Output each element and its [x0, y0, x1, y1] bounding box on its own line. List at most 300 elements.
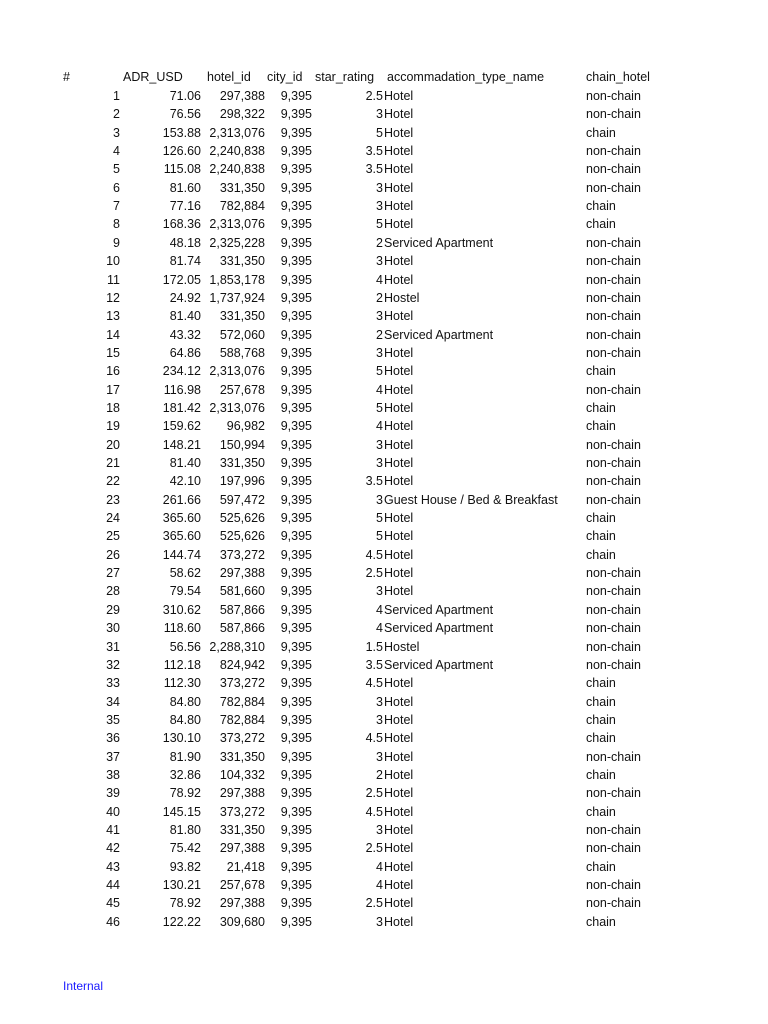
cell-adr-usd: 81.40 — [169, 456, 201, 470]
cell-star-rating: 3 — [376, 694, 383, 709]
cell-city-id: 9,395 — [280, 602, 312, 617]
cell-adr-usd: 24.92 — [169, 290, 201, 305]
cell-chain-hotel: non-chain — [586, 345, 641, 360]
cell-chain-hotel: non-chain — [586, 456, 641, 470]
cell-star-rating: 5 — [376, 511, 383, 526]
cell-star-rating: 3.5 — [365, 144, 383, 159]
cell-adr-usd: 153.88 — [162, 125, 201, 140]
cell-hotel-id: 525,626 — [219, 511, 265, 526]
cell-chain-hotel: non-chain — [586, 89, 641, 103]
cell-chain-hotel: non-chain — [586, 382, 641, 397]
cell-city-id: 9,395 — [280, 712, 312, 727]
cell-adr-usd: 122.22 — [162, 914, 201, 929]
cell-adr-usd: 75.42 — [169, 841, 201, 856]
cell-accommodation-type: Hotel — [384, 712, 414, 727]
cell-hotel-id: 2,313,076 — [209, 400, 265, 415]
cell-accommodation-type: Serviced Apartment — [384, 621, 494, 636]
cell-adr-usd: 126.60 — [162, 144, 201, 159]
cell-hotel-id: 297,388 — [219, 89, 265, 103]
cell-adr-usd: 71.06 — [169, 89, 201, 103]
cell-hotel-id: 331,350 — [219, 456, 265, 470]
cell-chain-hotel: chain — [586, 419, 616, 434]
cell-star-rating: 3.5 — [365, 162, 383, 177]
cell-star-rating: 4.5 — [365, 676, 383, 691]
cell-star-rating: 3 — [376, 345, 383, 360]
cell-chain-hotel: chain — [586, 364, 616, 379]
cell-city-id: 9,395 — [280, 309, 312, 324]
cell-chain-hotel: chain — [586, 125, 616, 140]
cell-star-rating: 4 — [376, 859, 383, 874]
cell-star-rating: 2 — [376, 235, 383, 250]
cell-star-rating: 3 — [376, 199, 383, 214]
cell-city-id: 9,395 — [280, 492, 312, 507]
cell-city-id: 9,395 — [280, 437, 312, 452]
header-star-rating: star_rating — [315, 70, 375, 84]
cell-star-rating: 2.5 — [365, 841, 383, 856]
cell-city-id: 9,395 — [280, 345, 312, 360]
cell-city-id: 9,395 — [280, 456, 312, 470]
cell-adr-usd: 43.32 — [169, 327, 201, 342]
cell-index: 41 — [106, 823, 120, 837]
cell-accommodation-type: Hotel — [384, 823, 414, 837]
cell-adr-usd: 77.16 — [169, 199, 201, 214]
cell-hotel-id: 309,680 — [219, 914, 265, 929]
cell-star-rating: 5 — [376, 217, 383, 232]
cell-chain-hotel: non-chain — [586, 180, 641, 195]
cell-index: 39 — [106, 786, 120, 801]
header-accommodation-type: accommadation_type_name — [387, 70, 545, 84]
cell-city-id: 9,395 — [280, 767, 312, 782]
cell-adr-usd: 56.56 — [169, 639, 201, 654]
cell-city-id: 9,395 — [280, 694, 312, 709]
cell-hotel-id: 572,060 — [219, 327, 265, 342]
cell-city-id: 9,395 — [280, 547, 312, 562]
cell-city-id: 9,395 — [280, 400, 312, 415]
cell-index: 43 — [106, 859, 120, 874]
cell-adr-usd: 42.10 — [169, 474, 201, 489]
cell-accommodation-type: Hotel — [384, 272, 414, 287]
cell-accommodation-type: Hotel — [384, 419, 414, 434]
cell-accommodation-type: Hotel — [384, 859, 414, 874]
header-index: # — [63, 70, 70, 84]
cell-adr-usd: 81.80 — [169, 823, 201, 837]
cell-index: 28 — [106, 584, 120, 599]
cell-hotel-id: 525,626 — [219, 529, 265, 544]
cell-city-id: 9,395 — [280, 804, 312, 819]
cell-star-rating: 2.5 — [365, 89, 383, 103]
cell-adr-usd: 144.74 — [162, 547, 201, 562]
cell-chain-hotel: non-chain — [586, 878, 641, 893]
cell-index: 19 — [106, 419, 120, 434]
cell-hotel-id: 257,678 — [219, 382, 265, 397]
cell-index: 9 — [113, 235, 120, 250]
cell-hotel-id: 373,272 — [219, 676, 265, 691]
cell-city-id: 9,395 — [280, 859, 312, 874]
cell-accommodation-type: Hotel — [384, 382, 414, 397]
cell-chain-hotel: non-chain — [586, 584, 641, 599]
cell-index: 40 — [106, 804, 120, 819]
cell-index: 17 — [106, 382, 120, 397]
cell-star-rating: 3 — [376, 456, 383, 470]
cell-hotel-id: 2,313,076 — [209, 364, 265, 379]
cell-chain-hotel: non-chain — [586, 162, 641, 177]
cell-index: 12 — [106, 290, 120, 305]
cell-chain-hotel: non-chain — [586, 657, 641, 672]
cell-star-rating: 3 — [376, 584, 383, 599]
cell-accommodation-type: Hotel — [384, 676, 414, 691]
cell-city-id: 9,395 — [280, 511, 312, 526]
cell-city-id: 9,395 — [280, 144, 312, 159]
cell-chain-hotel: chain — [586, 767, 616, 782]
cell-city-id: 9,395 — [280, 162, 312, 177]
cell-index: 16 — [106, 364, 120, 379]
cell-hotel-id: 331,350 — [219, 309, 265, 324]
cell-accommodation-type: Hotel — [384, 749, 414, 764]
cell-adr-usd: 118.60 — [163, 621, 201, 636]
cell-star-rating: 3 — [376, 492, 383, 507]
cell-index: 35 — [106, 712, 120, 727]
cell-adr-usd: 64.86 — [169, 345, 201, 360]
cell-index: 46 — [106, 914, 120, 929]
cell-index: 38 — [106, 767, 120, 782]
cell-star-rating: 3 — [376, 180, 383, 195]
cell-star-rating: 3 — [376, 749, 383, 764]
cell-hotel-id: 782,884 — [219, 199, 265, 214]
cell-hotel-id: 331,350 — [219, 254, 265, 269]
cell-index: 31 — [106, 639, 120, 654]
cell-city-id: 9,395 — [280, 731, 312, 746]
cell-star-rating: 4.5 — [365, 804, 383, 819]
cell-adr-usd: 84.80 — [169, 712, 201, 727]
cell-city-id: 9,395 — [280, 217, 312, 232]
cell-accommodation-type: Hotel — [384, 804, 414, 819]
cell-chain-hotel: chain — [586, 712, 616, 727]
cell-city-id: 9,395 — [280, 639, 312, 654]
cell-hotel-id: 588,768 — [219, 345, 265, 360]
cell-star-rating: 3 — [376, 309, 383, 324]
cell-accommodation-type: Serviced Apartment — [384, 602, 494, 617]
cell-adr-usd: 159.62 — [162, 419, 201, 434]
cell-chain-hotel: chain — [586, 547, 616, 562]
cell-chain-hotel: non-chain — [586, 639, 641, 654]
header-hotel-id: hotel_id — [207, 70, 251, 84]
cell-accommodation-type: Hotel — [384, 162, 414, 177]
cell-chain-hotel: non-chain — [586, 144, 641, 159]
cell-adr-usd: 116.98 — [163, 382, 201, 397]
cell-star-rating: 5 — [376, 364, 383, 379]
cell-city-id: 9,395 — [280, 786, 312, 801]
cell-accommodation-type: Hotel — [384, 217, 414, 232]
cell-accommodation-type: Hotel — [384, 345, 414, 360]
cell-city-id: 9,395 — [280, 180, 312, 195]
cell-index: 2 — [113, 107, 120, 122]
cell-accommodation-type: Hotel — [384, 364, 414, 379]
cell-star-rating: 3 — [376, 437, 383, 452]
cell-adr-usd: 168.36 — [162, 217, 201, 232]
cell-accommodation-type: Hotel — [384, 199, 414, 214]
cell-index: 33 — [106, 676, 120, 691]
cell-index: 30 — [106, 621, 120, 636]
cell-hotel-id: 257,678 — [219, 878, 265, 893]
cell-chain-hotel: non-chain — [586, 290, 641, 305]
cell-star-rating: 2.5 — [365, 786, 383, 801]
cell-adr-usd: 79.54 — [169, 584, 201, 599]
cell-adr-usd: 234.12 — [162, 364, 201, 379]
cell-accommodation-type: Hotel — [384, 309, 414, 324]
cell-star-rating: 1.5 — [365, 639, 383, 654]
cell-hotel-id: 297,388 — [219, 566, 265, 581]
cell-star-rating: 4 — [376, 602, 383, 617]
cell-hotel-id: 96,982 — [226, 419, 265, 434]
cell-hotel-id: 587,866 — [219, 602, 265, 617]
cell-index: 11 — [107, 272, 120, 287]
cell-chain-hotel: non-chain — [586, 272, 641, 287]
cell-adr-usd: 130.21 — [162, 878, 201, 893]
cell-hotel-id: 2,313,076 — [209, 125, 265, 140]
cell-city-id: 9,395 — [280, 327, 312, 342]
cell-adr-usd: 32.86 — [169, 767, 201, 782]
cell-index: 10 — [106, 254, 120, 269]
cell-city-id: 9,395 — [280, 272, 312, 287]
cell-hotel-id: 373,272 — [219, 547, 265, 562]
cell-chain-hotel: non-chain — [586, 602, 641, 617]
cell-star-rating: 3 — [376, 712, 383, 727]
cell-hotel-id: 2,240,838 — [209, 144, 265, 159]
cell-index: 44 — [106, 878, 120, 893]
cell-adr-usd: 48.18 — [169, 235, 201, 250]
cell-city-id: 9,395 — [280, 89, 312, 103]
cell-accommodation-type: Hotel — [384, 584, 414, 599]
cell-accommodation-type: Hotel — [384, 694, 414, 709]
cell-index: 7 — [113, 199, 120, 214]
cell-index: 4 — [113, 144, 120, 159]
cell-star-rating: 2 — [376, 290, 383, 305]
cell-chain-hotel: chain — [586, 529, 616, 544]
cell-city-id: 9,395 — [280, 125, 312, 140]
cell-star-rating: 4 — [376, 382, 383, 397]
cell-chain-hotel: non-chain — [586, 621, 641, 636]
cell-chain-hotel: non-chain — [586, 235, 641, 250]
cell-star-rating: 2 — [376, 767, 383, 782]
cell-hotel-id: 373,272 — [219, 731, 265, 746]
cell-accommodation-type: Serviced Apartment — [384, 327, 494, 342]
cell-hotel-id: 1,853,178 — [209, 272, 265, 287]
cell-adr-usd: 112.18 — [163, 657, 201, 672]
cell-star-rating: 3.5 — [365, 657, 383, 672]
cell-index: 6 — [113, 180, 120, 195]
cell-hotel-id: 104,332 — [219, 767, 265, 782]
cell-accommodation-type: Hotel — [384, 180, 414, 195]
header-adr-usd: ADR_USD — [123, 70, 183, 84]
cell-adr-usd: 130.10 — [162, 731, 201, 746]
cell-chain-hotel: chain — [586, 694, 616, 709]
cell-chain-hotel: non-chain — [586, 823, 641, 837]
cell-hotel-id: 597,472 — [219, 492, 265, 507]
cell-hotel-id: 1,737,924 — [209, 290, 265, 305]
cell-index: 15 — [106, 345, 120, 360]
cell-star-rating: 2.5 — [365, 566, 383, 581]
cell-chain-hotel: chain — [586, 199, 616, 214]
cell-accommodation-type: Hotel — [384, 144, 414, 159]
cell-hotel-id: 2,240,838 — [209, 162, 265, 177]
cell-hotel-id: 824,942 — [219, 657, 265, 672]
cell-adr-usd: 81.60 — [169, 180, 201, 195]
cell-adr-usd: 81.74 — [169, 254, 201, 269]
cell-adr-usd: 78.92 — [169, 786, 201, 801]
cell-accommodation-type: Hotel — [384, 400, 414, 415]
cell-index: 37 — [106, 749, 120, 764]
cell-star-rating: 3 — [376, 107, 383, 122]
cell-chain-hotel: chain — [586, 400, 616, 415]
cell-star-rating: 2.5 — [365, 896, 383, 911]
cell-index: 21 — [106, 456, 120, 470]
cell-city-id: 9,395 — [280, 419, 312, 434]
cell-chain-hotel: chain — [586, 859, 616, 874]
cell-index: 42 — [106, 841, 120, 856]
cell-city-id: 9,395 — [280, 657, 312, 672]
cell-city-id: 9,395 — [280, 566, 312, 581]
cell-chain-hotel: non-chain — [586, 492, 641, 507]
cell-adr-usd: 81.40 — [169, 309, 201, 324]
cell-accommodation-type: Hotel — [384, 125, 414, 140]
cell-hotel-id: 782,884 — [219, 694, 265, 709]
cell-accommodation-type: Serviced Apartment — [384, 657, 494, 672]
cell-accommodation-type: Hotel — [384, 841, 414, 856]
cell-index: 1 — [113, 89, 120, 103]
cell-index: 25 — [106, 529, 120, 544]
cell-chain-hotel: non-chain — [586, 327, 641, 342]
cell-star-rating: 3 — [376, 823, 383, 837]
cell-accommodation-type: Hostel — [384, 639, 420, 654]
cell-hotel-id: 2,288,310 — [209, 639, 265, 654]
cell-index: 27 — [106, 566, 120, 581]
cell-hotel-id: 331,350 — [219, 180, 265, 195]
cell-index: 23 — [106, 492, 120, 507]
cell-city-id: 9,395 — [280, 823, 312, 837]
cell-index: 29 — [106, 602, 120, 617]
cell-index: 36 — [106, 731, 120, 746]
cell-hotel-id: 150,994 — [219, 437, 265, 452]
header-city-id: city_id — [267, 70, 303, 84]
cell-chain-hotel: chain — [586, 804, 616, 819]
cell-accommodation-type: Hostel — [384, 290, 420, 305]
cell-chain-hotel: chain — [586, 511, 616, 526]
cell-star-rating: 4 — [376, 419, 383, 434]
classification-footer: Internal — [63, 979, 104, 993]
cell-hotel-id: 782,884 — [219, 712, 265, 727]
cell-adr-usd: 365.60 — [162, 529, 201, 544]
cell-chain-hotel: non-chain — [586, 786, 641, 801]
cell-hotel-id: 297,388 — [219, 841, 265, 856]
cell-city-id: 9,395 — [280, 474, 312, 489]
cell-index: 32 — [106, 657, 120, 672]
cell-accommodation-type: Hotel — [384, 767, 414, 782]
cell-adr-usd: 181.42 — [162, 400, 201, 415]
cell-accommodation-type: Hotel — [384, 914, 414, 929]
cell-star-rating: 5 — [376, 125, 383, 140]
cell-city-id: 9,395 — [280, 584, 312, 599]
cell-index: 3 — [113, 125, 120, 140]
cell-accommodation-type: Hotel — [384, 786, 414, 801]
cell-chain-hotel: chain — [586, 676, 616, 691]
cell-star-rating: 4.5 — [365, 731, 383, 746]
cell-index: 13 — [106, 309, 120, 324]
cell-city-id: 9,395 — [280, 896, 312, 911]
cell-city-id: 9,395 — [280, 107, 312, 122]
cell-index: 24 — [106, 511, 120, 526]
cell-accommodation-type: Serviced Apartment — [384, 235, 494, 250]
cell-city-id: 9,395 — [280, 235, 312, 250]
cell-accommodation-type: Hotel — [384, 437, 414, 452]
cell-index: 18 — [106, 400, 120, 415]
cell-city-id: 9,395 — [280, 621, 312, 636]
cell-hotel-id: 587,866 — [219, 621, 265, 636]
cell-adr-usd: 172.05 — [162, 272, 201, 287]
cell-adr-usd: 81.90 — [169, 749, 201, 764]
cell-chain-hotel: chain — [586, 914, 616, 929]
cell-city-id: 9,395 — [280, 749, 312, 764]
cell-index: 34 — [106, 694, 120, 709]
cell-accommodation-type: Hotel — [384, 474, 414, 489]
cell-hotel-id: 197,996 — [219, 474, 265, 489]
cell-city-id: 9,395 — [280, 254, 312, 269]
cell-star-rating: 3 — [376, 914, 383, 929]
cell-chain-hotel: non-chain — [586, 309, 641, 324]
cell-chain-hotel: non-chain — [586, 896, 641, 911]
cell-chain-hotel: non-chain — [586, 474, 641, 489]
cell-hotel-id: 297,388 — [219, 786, 265, 801]
cell-star-rating: 2 — [376, 327, 383, 342]
cell-adr-usd: 84.80 — [169, 694, 201, 709]
cell-adr-usd: 310.62 — [162, 602, 201, 617]
cell-adr-usd: 145.15 — [162, 804, 201, 819]
cell-hotel-id: 21,418 — [226, 859, 265, 874]
cell-star-rating: 4 — [376, 621, 383, 636]
cell-accommodation-type: Hotel — [384, 511, 414, 526]
cell-star-rating: 3 — [376, 254, 383, 269]
cell-city-id: 9,395 — [280, 841, 312, 856]
cell-index: 8 — [113, 217, 120, 232]
cell-hotel-id: 331,350 — [219, 823, 265, 837]
cell-chain-hotel: chain — [586, 217, 616, 232]
cell-city-id: 9,395 — [280, 290, 312, 305]
cell-chain-hotel: non-chain — [586, 841, 641, 856]
cell-accommodation-type: Hotel — [384, 89, 414, 103]
cell-index: 26 — [106, 547, 120, 562]
cell-accommodation-type: Hotel — [384, 456, 414, 470]
cell-adr-usd: 112.30 — [163, 676, 201, 691]
cell-star-rating: 5 — [376, 529, 383, 544]
cell-adr-usd: 76.56 — [169, 107, 201, 122]
cell-city-id: 9,395 — [280, 676, 312, 691]
cell-index: 22 — [106, 474, 120, 489]
cell-star-rating: 3.5 — [365, 474, 383, 489]
cell-accommodation-type: Hotel — [384, 896, 414, 911]
cell-accommodation-type: Hotel — [384, 529, 414, 544]
cell-chain-hotel: non-chain — [586, 566, 641, 581]
cell-accommodation-type: Hotel — [384, 547, 414, 562]
cell-index: 45 — [106, 896, 120, 911]
cell-adr-usd: 148.21 — [162, 437, 201, 452]
header-chain-hotel: chain_hotel — [586, 70, 650, 84]
cell-chain-hotel: chain — [586, 731, 616, 746]
cell-hotel-id: 298,322 — [219, 107, 265, 122]
cell-city-id: 9,395 — [280, 382, 312, 397]
cell-adr-usd: 261.66 — [162, 492, 201, 507]
cell-hotel-id: 581,660 — [219, 584, 265, 599]
cell-accommodation-type: Guest House / Bed & Breakfast — [384, 492, 558, 507]
cell-accommodation-type: Hotel — [384, 107, 414, 122]
